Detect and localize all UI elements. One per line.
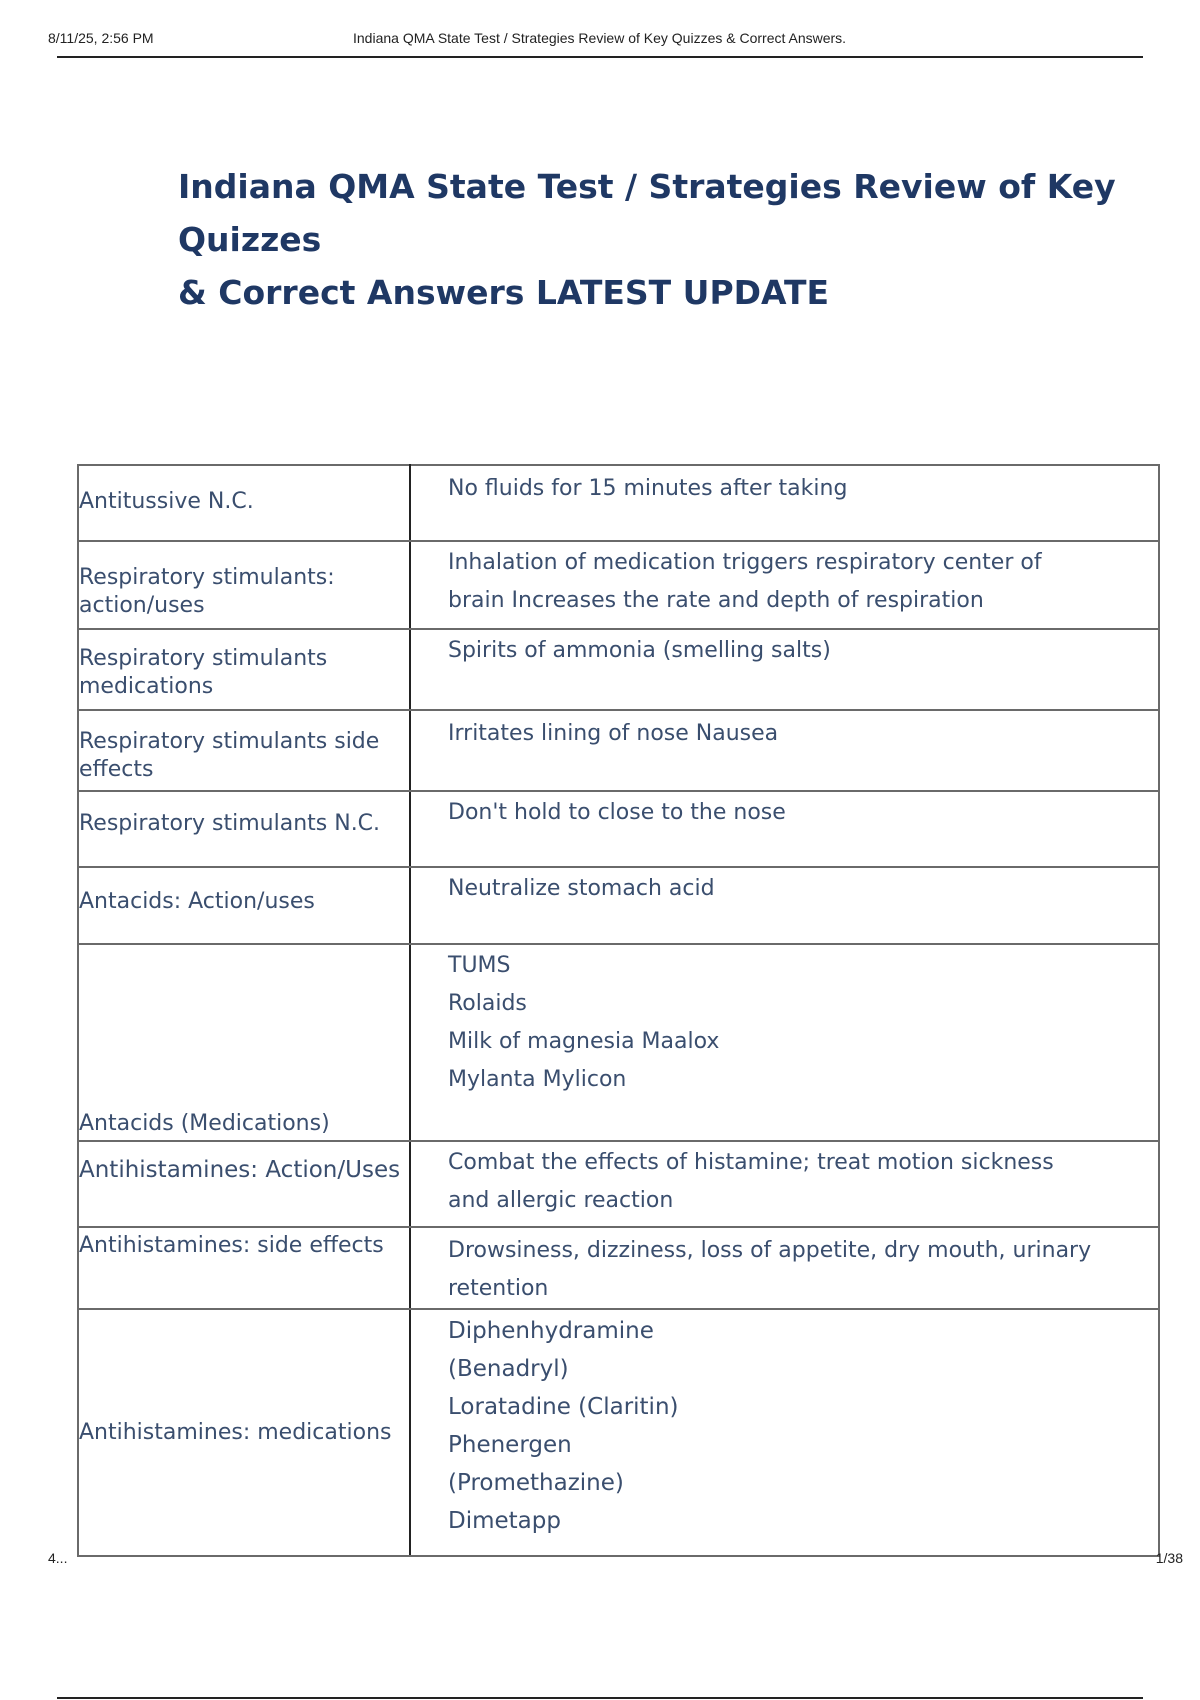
- answer-line: Don't hold to close to the nose: [448, 800, 786, 825]
- term-text: Respiratory stimulants side: [79, 729, 380, 754]
- term-text: Antacids (Medications): [79, 1111, 330, 1136]
- term-cell: [78, 791, 410, 867]
- answer-line: Drowsiness, dizziness, loss of appetite, dry mouth, urinary: [448, 1238, 1092, 1263]
- term-text: Antihistamines: side effects: [79, 1233, 384, 1258]
- table-row: [78, 710, 1159, 791]
- qa-table: [77, 464, 1160, 1557]
- answer-line: (Benadryl): [448, 1356, 569, 1382]
- term-text: Antitussive N.C.: [79, 489, 254, 514]
- term-text: action/uses: [79, 593, 205, 618]
- term-text: Antihistamines: medications: [79, 1419, 392, 1445]
- answer-cell: [410, 710, 1159, 791]
- answer-line: Diphenhydramine: [448, 1318, 654, 1344]
- answer-line: Loratadine (Claritin): [448, 1394, 679, 1420]
- term-cell: [78, 541, 410, 629]
- term-text: Antihistamines: Action/Uses: [79, 1157, 401, 1183]
- page-title-line-2: & Correct Answers LATEST UPDATE: [178, 273, 830, 312]
- term-text: Antacids: Action/uses: [79, 889, 315, 914]
- answer-line: Combat the effects of histamine; treat motion sickness: [448, 1150, 1054, 1175]
- answer-line: Phenergen: [448, 1432, 572, 1458]
- term-text: Respiratory stimulants:: [79, 565, 335, 590]
- term-cell: [78, 944, 410, 1141]
- header-divider: [57, 56, 1143, 58]
- answer-cell: [410, 1227, 1159, 1309]
- answer-cell: [410, 541, 1159, 629]
- table-row: [78, 944, 1159, 1141]
- print-url: 4...: [48, 1550, 68, 1566]
- print-doc-title: Indiana QMA State Test / Strategies Review of Key Quizzes & Correct Answers.: [353, 30, 847, 46]
- term-text: medications: [79, 674, 214, 699]
- answer-line: retention: [448, 1276, 549, 1301]
- table-row: [78, 465, 1159, 541]
- table-row: [78, 629, 1159, 710]
- term-cell: [78, 710, 410, 791]
- term-cell: [78, 867, 410, 944]
- answer-cell: [410, 629, 1159, 710]
- term-text: Respiratory stimulants: [79, 646, 328, 671]
- answer-cell: [410, 1309, 1159, 1556]
- table-row: [78, 791, 1159, 867]
- answer-line: Milk of magnesia Maalox: [448, 1029, 720, 1054]
- term-cell: [78, 629, 410, 710]
- answer-line: (Promethazine): [448, 1470, 624, 1496]
- answer-cell: [410, 1141, 1159, 1227]
- page-title-line-1: Indiana QMA State Test / Strategies Review of Key Quizzes: [178, 167, 1116, 259]
- page-count: 1/38: [1155, 1550, 1183, 1566]
- answer-cell: [410, 867, 1159, 944]
- term-text: effects: [79, 757, 154, 782]
- footer-divider: [57, 1697, 1143, 1699]
- table-row: [78, 867, 1159, 944]
- answer-line: and allergic reaction: [448, 1188, 674, 1213]
- answer-line: Irritates lining of nose Nausea: [448, 721, 779, 746]
- table-row: [78, 1227, 1159, 1309]
- print-header: [48, 30, 1143, 60]
- answer-line: Spirits of ammonia (smelling salts): [448, 638, 831, 663]
- term-text: Respiratory stimulants N.C.: [79, 811, 381, 836]
- term-cell: [78, 1309, 410, 1556]
- term-cell: [78, 1141, 410, 1227]
- answer-line: Inhalation of medication triggers respiratory center of: [448, 550, 1042, 575]
- answer-line: Rolaids: [448, 991, 527, 1016]
- answer-line: brain Increases the rate and depth of respiration: [448, 588, 984, 613]
- answer-line: Neutralize stomach acid: [448, 876, 715, 901]
- answer-cell: [410, 791, 1159, 867]
- answer-line: Mylanta Mylicon: [448, 1067, 627, 1092]
- term-cell: [78, 465, 410, 541]
- answer-cell: [410, 944, 1159, 1141]
- answer-line: TUMS: [448, 953, 511, 978]
- answer-line: No fluids for 15 minutes after taking: [448, 476, 848, 501]
- answer-cell: [410, 465, 1159, 541]
- table-row: [78, 541, 1159, 629]
- term-cell: [78, 1227, 410, 1309]
- table-row: [78, 1141, 1159, 1227]
- table-row: [78, 1309, 1159, 1556]
- print-date: 8/11/25, 2:56 PM: [48, 30, 154, 46]
- answer-line: Dimetapp: [448, 1508, 561, 1534]
- page-title: [178, 160, 1138, 319]
